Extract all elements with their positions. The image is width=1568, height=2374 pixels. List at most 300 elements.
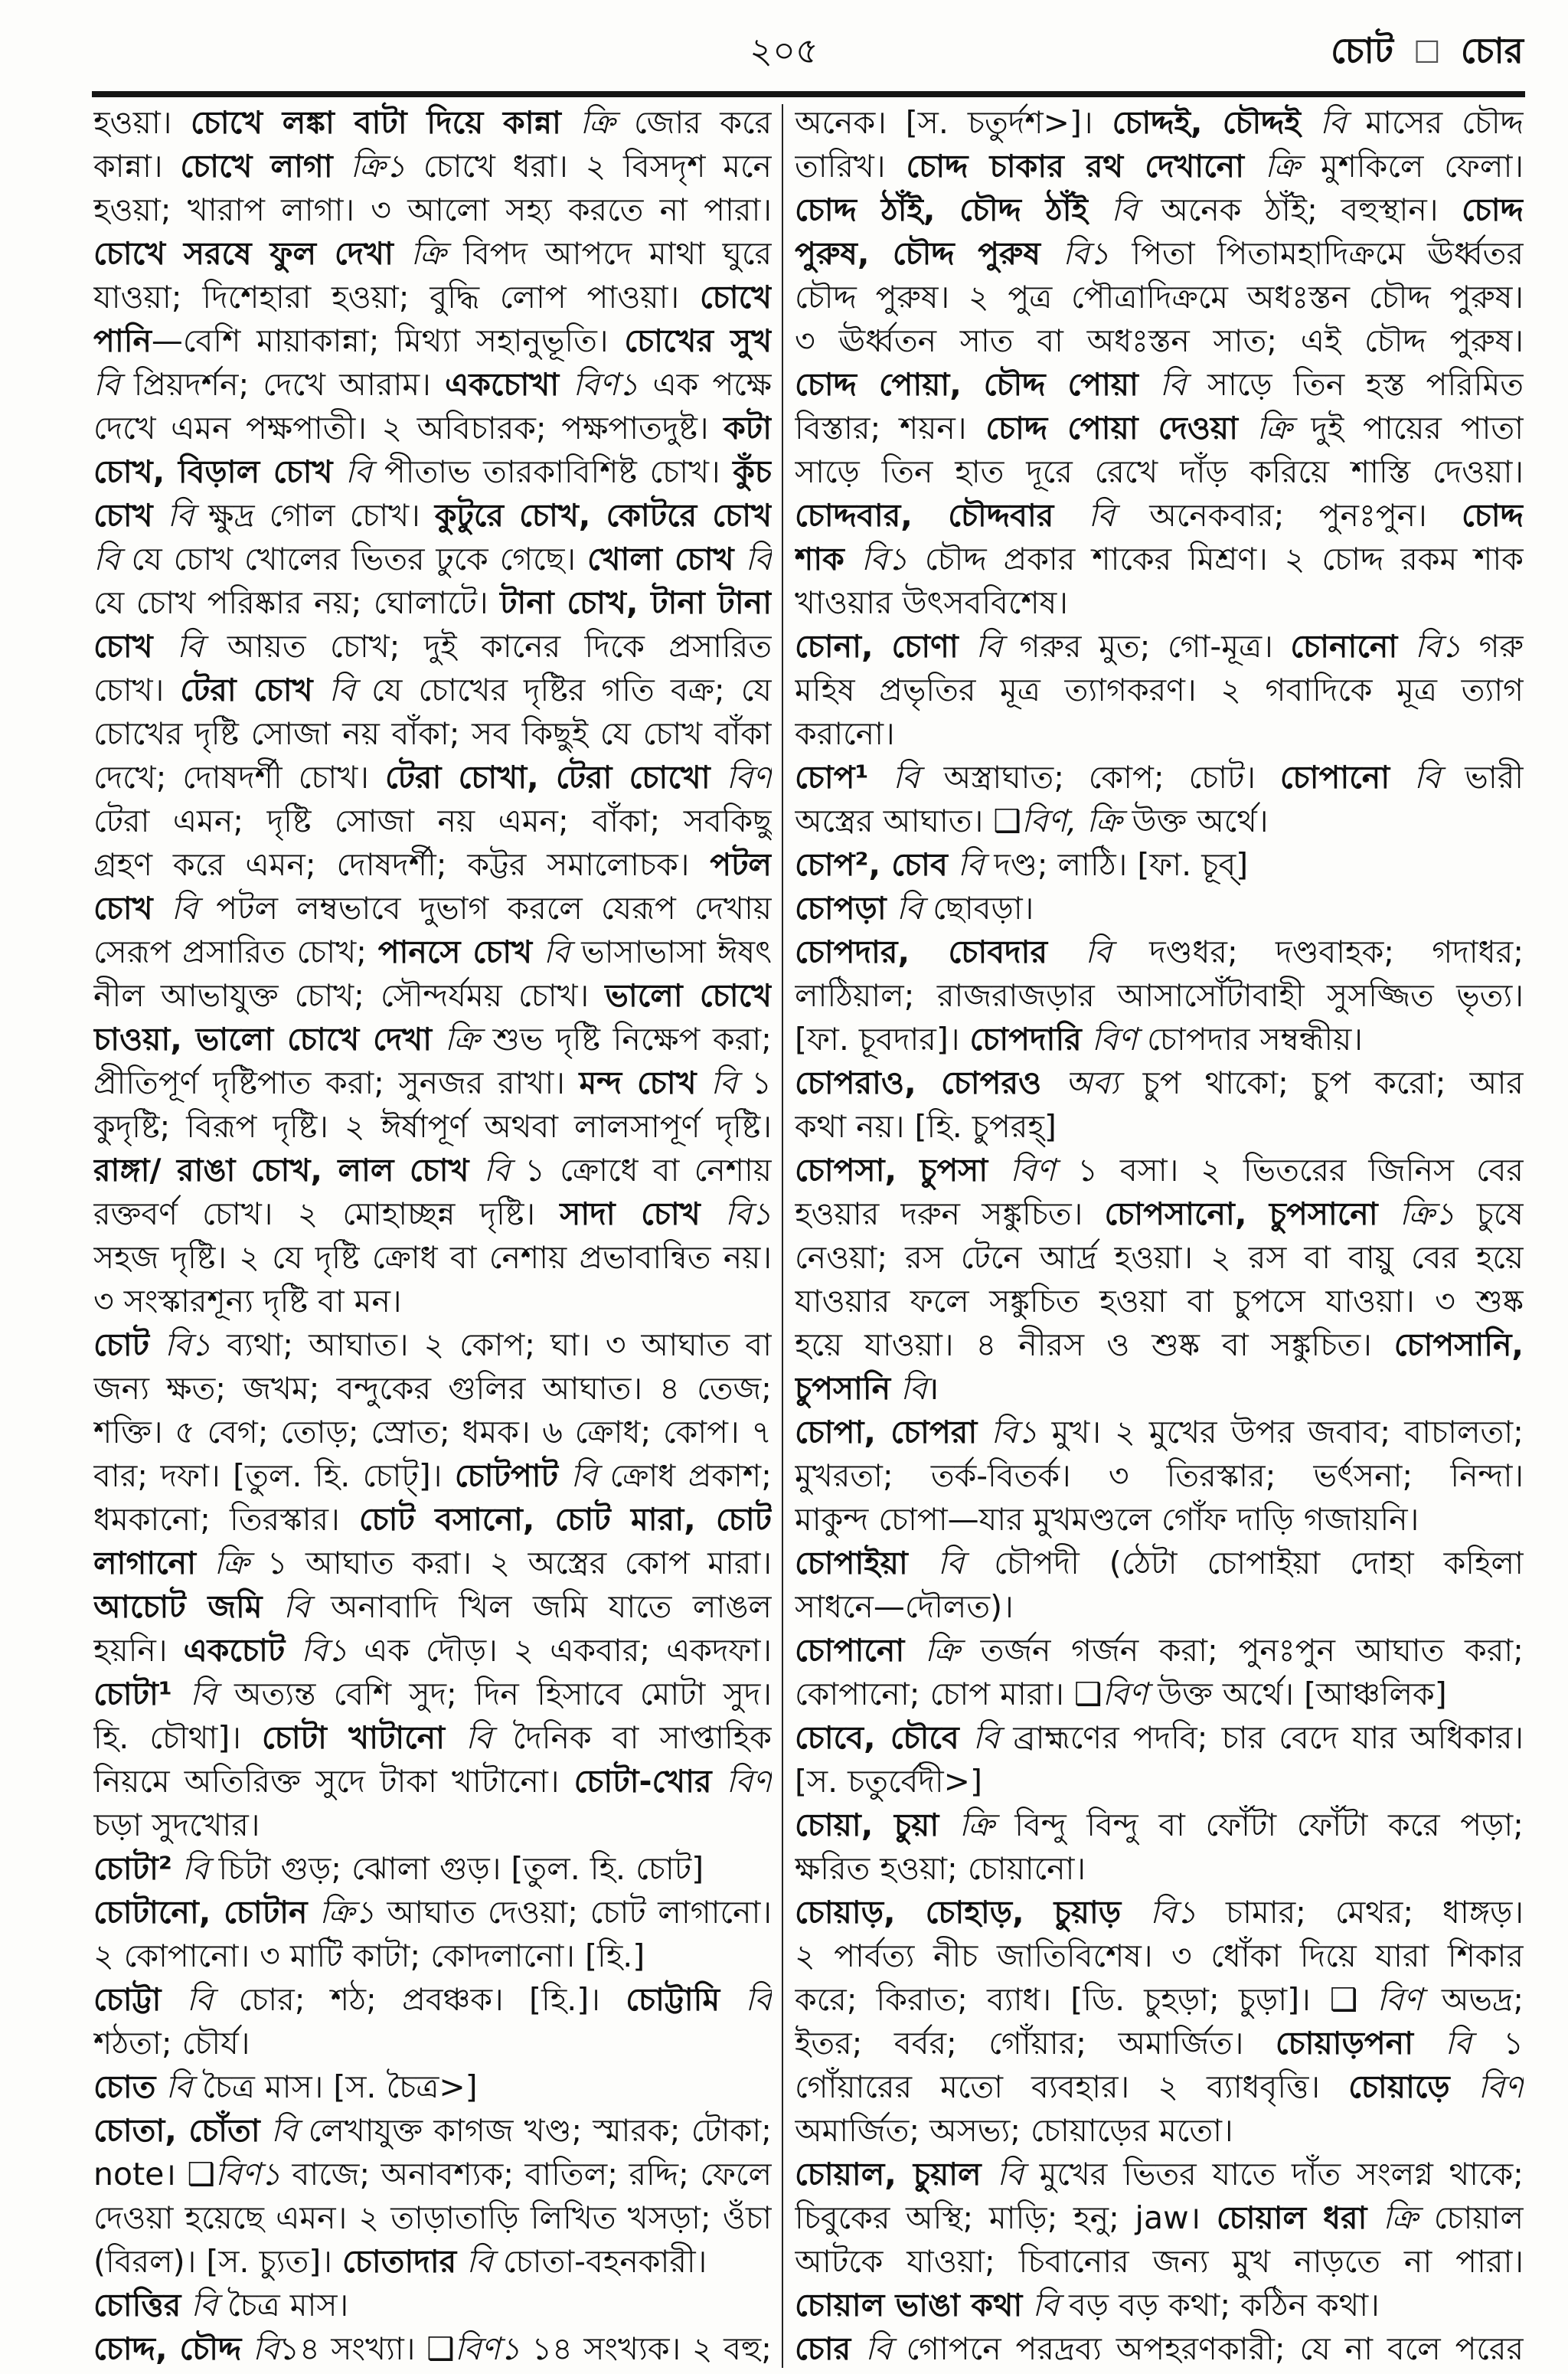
headword: খোলা চোখ [586,541,734,577]
grammar-label: ক্রি [904,1632,981,1669]
definition-text: চোখ। [93,672,181,708]
definition-text: আঘাত দেওয়া; চোট লাগানো। [387,1894,772,1931]
definition-text: উক্ত অর্থে। [1132,803,1269,839]
guide-separator-box-icon: ☐ [1413,35,1441,70]
grammar-label: বি [456,2243,503,2280]
definition-text: চোপদার সম্বন্ধীয়। [1147,1021,1363,1058]
definition-text: দেওয়া হয়েছে এমন। ২ তাড়াতাড়ি লিখিত খসড়া; ওঁচা [93,2199,772,2236]
headword: চোদ্দ ঠাঁই, চৌদ্দ ঠাঁই [795,191,1088,228]
grammar-label: বি [172,1850,219,1887]
definition-text: সহজ দৃষ্টি। ২ যে দৃষ্টি ক্রোধ বা নেশায় প্রভাবান্বিত নয়। [93,1239,772,1276]
headword: চোট বসানো, চোট মারা, চোট [358,1501,772,1538]
dictionary-line [795,2196,1524,2240]
dictionary-line [93,1018,772,1061]
dictionary-line [795,1760,1524,1803]
definition-text: অভদ্র; [1441,1981,1524,2018]
definition-text: (বিরল)। [স. চ্যুত]। [93,2243,342,2280]
dictionary-line [795,1542,1524,1585]
definition-text: যাওয়া; দিশেহারা হওয়া; বুদ্ধি লোপ পাওয়া। [93,279,700,316]
headword: একচোট [183,1632,286,1669]
definition-text: কথা নয়। [হি. চুপরহ্] [795,1108,1057,1145]
headword: আচোট জমি [93,1588,263,1625]
definition-text: মুখরতা; তর্ক-বিতর্ক। ৩ তিরস্কার; ভর্ৎসনা; নিন্দা। [795,1457,1524,1494]
grammar-label: বিণ [1102,1676,1158,1712]
grammar-label: বি [958,628,1020,665]
definition-text: চিবুকের অস্থি; মাড়ি; হনু; jaw। [795,2199,1217,2236]
headword: চোটানো, চোটান [93,1894,308,1931]
headword: চোটা খাটানো [261,1719,446,1756]
dictionary-line [93,1847,772,1891]
dictionary-line [795,2327,1524,2371]
definition-text: নিয়মে অতিরিক্ত সুদে টাকা খাটানো। [93,1763,574,1800]
headword: চোর [795,2330,851,2367]
definition-text: ১৪ সংখ্যক। ২ বহু; [531,2330,772,2367]
dictionary-line [93,1236,772,1280]
dictionary-line [795,1061,1524,1105]
definition-text: বিন্দু বিন্দু বা ফোঁটা ফোঁটা করে পড়া; [1014,1807,1524,1843]
definition-text: অনেক। [স. চতুর্দশ>]। [795,104,1112,141]
headword: ভালো চোখে [605,977,772,1014]
dictionary-line [795,1847,1524,1891]
dictionary-line [795,1323,1524,1367]
grammar-label: বি১ [1121,1894,1226,1931]
definition-text: পটল লম্বভাবে দুভাগ করলে যেরূপ দেখায় [216,890,772,927]
grammar-label: বি [1022,2287,1069,2323]
headword: চোখ [93,497,153,534]
headword: চোপসানি, [1393,1326,1524,1363]
dictionary-line [795,188,1524,232]
definition-text: এক পক্ষে [652,366,772,403]
definition-text: চৈত্র মাস। [স. চৈত্র>] [202,2068,478,2105]
grammar-label: ক্রি [196,1545,267,1581]
definition-text: মহিষ প্রভৃতির মূত্র ত্যাগকরণ। ২ গবাদিকে মূত্র ত্যাগ [795,672,1524,708]
left-column [93,101,772,2371]
dictionary-line [795,2022,1524,2065]
headword: চোট্টা [93,1981,162,2018]
definition-text: ব্রাহ্মণের পদবি; চার বেদে যার অধিকার। [1013,1719,1524,1756]
definition-text: হয়নি। [93,1632,184,1669]
headword: পানি [93,322,152,359]
grammar-label: বিণ [1081,1021,1148,1058]
grammar-label: অব্য [1041,1064,1143,1101]
definition-text: অনেক ঠাঁই; বহুস্থান। [1161,191,1462,228]
definition-text: বাজে; অনাবশ্যক; বাতিল; রদ্দি; ফেলে [292,2156,772,2193]
definition-text: ক্ষরিত হওয়া; চোয়ানো। [795,1850,1086,1887]
definition-text: যে চোখ পরিষ্কার নয়; ঘোলাটে। [93,584,501,621]
definition-text: বিস্তার; শয়ন। [795,410,986,446]
grammar-label: বি [868,759,944,796]
grammar-label: বিণ১ [559,366,653,403]
definition-text: ১৪ সংখ্যা। ❑ [279,2330,455,2367]
dictionary-line [93,2153,772,2196]
grammar-label: বি১ [700,1195,772,1232]
dictionary-line [93,450,772,494]
dictionary-line [795,494,1524,538]
definition-text: হওয়ার দরুন সঙ্কুচিত। [795,1195,1105,1232]
grammar-label: বি [152,890,217,927]
dictionary-line [93,145,772,188]
definition-text: করে; কিরাত; ব্যাধ। [ডি. চুহড়া; চুড়া]। ❑ [795,1981,1377,2018]
grammar-label: ক্রি [560,104,635,141]
dictionary-line [795,232,1524,276]
dictionary-line [93,1454,772,1498]
definition-text: ১ [1503,2025,1524,2062]
definition-text: জোর করে [634,104,772,141]
definition-text: এক দৌড়। ২ একবার; একদফা। [364,1632,772,1669]
definition-text: শঠতা; চৌর্য। [93,2025,250,2062]
grammar-label: বিণ১ [454,2330,532,2367]
definition-text: চামার; মেথর; ধাঙ্গড়। [1225,1894,1524,1931]
guide-words [1331,28,1524,76]
dictionary-line [795,1716,1524,1760]
definition-text: ধমকানো; তিরস্কার। [93,1501,359,1538]
headword: চোখে লঙ্কা বাটা দিয়ে কান্না [190,104,561,141]
headword: লাগানো [93,1545,197,1581]
dictionary-line [795,712,1524,756]
headword: চোয়াড়, চোহাড়, চুয়াড় [795,1894,1122,1931]
dictionary-line [93,276,772,319]
definition-text: ছোবড়া। [933,890,1034,927]
headword: চোটা-খোর [573,1763,712,1800]
dictionary-line [795,1192,1524,1236]
definition-text: যাওয়ার ফলে সঙ্কুচিত হওয়া বা চুপসে যাওয়া। ৩ শুষ্ক [795,1283,1524,1319]
dictionary-line [93,2196,772,2240]
headword: চোপড়া [795,890,887,927]
headword: শাক [795,541,844,577]
headword: চোপরাও, চোপরও [795,1064,1042,1101]
headword: চোয়াল ভাঙা কথা [795,2287,1023,2323]
grammar-label: বি [260,2112,309,2149]
headword: চোখ, বিড়াল চোখ [93,453,333,490]
dictionary-line [795,1891,1524,1934]
headword: চোদ্দ পোয়া দেওয়া [985,410,1238,446]
headword: চোয়াল, চুয়াল [795,2156,982,2193]
dictionary-line [795,843,1524,887]
grammar-label: বি [1300,104,1366,141]
headword: পুরুষ, চৌদ্দ পুরুষ [795,235,1040,272]
dictionary-line [93,1585,772,1629]
definition-text: ইতর; বর্বর; গোঁয়ার; অমার্জিত। [795,2025,1276,2062]
definition-text: চৌদ্দ প্রকার শাকের মিশ্রণ। ২ চোদ্দ রকম শাক [924,541,1524,577]
headword: চোখ [93,628,153,665]
dictionary-line [93,494,772,538]
definition-text: খাওয়ার উৎসববিশেষ। [795,584,1068,621]
grammar-label: বি [959,1719,1014,1756]
headword: কুঁচ [733,453,772,490]
dictionary-line [795,407,1524,450]
definition-text: পীতাভ তারকাবিশিষ্ট চোখ। [384,453,733,490]
dictionary-line [93,1105,772,1149]
headword: চোনা, চোণা [795,628,959,665]
headword: চোটা¹ [93,1676,172,1712]
definition-text: জন্য ক্ষত; জখম; বন্দুকের গুলির আঘাত। ৪ তেজ; [93,1370,772,1407]
definition-text: চোখে ধরা। ২ বিসদৃশ মনে [423,148,772,185]
definition-text: আটকে যাওয়া; চিবানোর জন্য মুখ নাড়তে না পারা। [795,2243,1524,2280]
definition-text: অত্যন্ত বেশি সুদ; দিন হিসাবে মোটা সুদ। [234,1676,772,1712]
headword: চোপদারি [969,1021,1082,1058]
headword: চোপসা, চুপসা [795,1152,988,1189]
grammar-label: বি [733,541,772,577]
headword: চুপসানি [795,1370,891,1407]
grammar-label: বি [557,1457,610,1494]
definition-text: হওয়া; খারাপ লাগা। ৩ আলো সহ্য করতে না পারা। [93,191,772,228]
grammar-label: বিণ [1377,1981,1442,2018]
dictionary-line [93,2065,772,2109]
grammar-label: বিণ [710,759,772,796]
definition-text: ১ আঘাত করা। ২ অস্ত্রের কোপ মারা। [266,1545,772,1581]
dictionary-line [93,1542,772,1585]
dictionary-line [93,1891,772,1934]
definition-text: অস্ত্রের আঘাত। ❑ [795,803,1022,839]
dictionary-line [795,625,1524,669]
dictionary-line [93,538,772,581]
dictionary-line [795,1673,1524,1716]
grammar-label: ক্রি [1237,410,1312,446]
headword: চোদ্দ [1462,497,1524,534]
dictionary-line [795,1105,1524,1149]
definition-text: মাসের চৌদ্দ [1365,104,1524,141]
headword: চোদ্দ [1462,191,1524,228]
dictionary-line [93,1629,772,1673]
grammar-label: বি [1390,759,1465,796]
guide-word-first: চোট [1331,30,1393,71]
dictionary-line [795,1149,1524,1192]
definition-text: গরুর মুত; গো-মূত্র। [1019,628,1291,665]
headword: চোয়াড়পনা [1275,2025,1414,2062]
headword: চোবে, চৌবে [795,1719,959,1756]
dictionary-line [795,2284,1524,2327]
dictionary-line [93,1280,772,1323]
dictionary-line [93,2022,772,2065]
dictionary-line [795,1018,1524,1061]
grammar-label: ক্রি [1367,2199,1434,2236]
grammar-label: বি [1087,191,1161,228]
dictionary-line [795,145,1524,188]
guide-word-last: চোর [1460,30,1524,71]
definition-text: টেরা এমন; দৃষ্টি সোজা নয় এমন; বাঁকা; সবকিছু [93,803,772,839]
definition-text: [ফা. চূবদার]। [795,1021,970,1058]
definition-text: দণ্ডধর; দণ্ডবাহক; গদাধর; [1149,934,1524,970]
dictionary-line [93,101,772,145]
headword: টেরা চোখ [180,672,313,708]
definition-text: সাধনে—দৌলত)। [795,1588,1014,1625]
dictionary-line [93,1323,772,1367]
grammar-label: বি [152,497,209,534]
grammar-label: বি [851,2330,906,2367]
definition-text: মুখ। ২ মুখের উপর জবাব; বাচালতা; [1051,1414,1524,1450]
dictionary-line [93,1673,772,1716]
headword: চোখে সরষে ফুল দেখা [93,235,394,272]
definition-text: চৈত্র মাস। [227,2287,349,2323]
dictionary-line [795,756,1524,800]
dictionary-line [93,1934,772,1978]
grammar-label: বিণ [711,1763,772,1800]
definition-text: শক্তি। ৫ বেগ; তোড়; স্রোত; ধমক। ৬ ক্রোধ; কোপ। ৭ [93,1414,772,1450]
grammar-label: বি [1413,2025,1504,2062]
dictionary-line [795,101,1524,145]
grammar-label: বি [93,366,134,403]
definition-text: যে চোখ খোলের ভিতর ঢুকে গেছে। [131,541,587,577]
definition-text: প্রীতিপূর্ণ দৃষ্টিপাত করা; সুনজর রাখা। [93,1064,580,1101]
definition-text: করানো। [795,715,895,752]
definition-text: দণ্ড; লাঠি। [ফা. চূব্] [994,846,1249,883]
definition-text: ক্রোধ প্রকাশ; [609,1457,772,1494]
dictionary-line [795,1978,1524,2022]
grammar-label: বি [93,541,132,577]
dictionary-line [93,1760,772,1803]
dictionary-line [93,930,772,974]
dictionary-line [795,1629,1524,1673]
dictionary-line [93,1978,772,2022]
grammar-label: বি [1054,497,1150,534]
headword: চোখে [699,279,772,316]
grammar-label: বি [155,2068,203,2105]
page-number: ২০৫ [750,30,818,71]
headword: চোদ্দ চাকার রথ দেখানো [906,148,1245,185]
dictionary-line [795,974,1524,1018]
definition-text: ক্ষুদ্র গোল চোখ। [208,497,435,534]
dictionary-line [795,2109,1524,2153]
definition-text: প্রিয়দর্শন; দেখে আরাম। [133,366,445,403]
definition-text: গ্রহণ করে এমন; দোষদর্শী; কট্টর সমালোচক। [93,846,710,883]
grammar-label: বি [720,1981,772,2018]
dictionary-line [93,1498,772,1542]
headword: টানা চোখ, টানা টানা [500,584,772,621]
grammar-label: বি [181,2287,227,2323]
headword: কুটুরে চোখ, কোটরে চোখ [434,497,772,534]
headword: চোনানো [1290,628,1398,665]
definition-text: ১ [751,1064,772,1101]
definition-text: দৈনিক বা সাপ্তাহিক [512,1719,772,1756]
definition-text: নেওয়া; রস টেনে আর্দ্র হওয়া। ২ রস বা বায়ু বের হয়ে [795,1239,1524,1276]
definition-text: লাঠিয়াল; রাজরাজড়ার আসাসোঁটাবাহী সুসজ্জিত ভৃত্য। [795,977,1524,1014]
headword: চোয়া, চুয়া [795,1807,939,1843]
grammar-label: বি [469,1152,525,1189]
definition-text: চুপ থাকো; চুপ করো; আর [1142,1064,1524,1101]
definition-text: হয়ে যাওয়া। ৪ নীরস ও শুষ্ক বা সঙ্কুচিত। [795,1326,1394,1363]
headword: চোপ¹ [795,759,869,796]
definition-text: দেখে; দোষদর্শী চোখ। [93,759,385,796]
dictionary-line [93,1149,772,1192]
dictionary-line [93,1192,772,1236]
definition-text: চৌদ্দ পুরুষ। ২ পুত্র পৌত্রাদিক্রমে অধঃস্তন চৌদ্দ পুরুষ। [795,279,1524,316]
definition-text: সাড়ে তিন হস্ত পরিমিত [1207,366,1524,403]
dictionary-line [93,887,772,930]
dictionary-line [795,1236,1524,1280]
headword: চোখের সুখ [624,322,772,359]
dictionary-line [93,2284,772,2327]
dictionary-line [93,2109,772,2153]
headword: চাওয়া, ভালো চোখে দেখা [93,1021,433,1058]
grammar-label: বি [152,628,227,665]
definition-text: note। ❑ [93,2156,216,2193]
dictionary-line [795,2065,1524,2109]
definition-text: চৌপদী (ঠেটা চোপাইয়া দোহা কহিলা [994,1545,1524,1581]
definition-text: । [926,1370,939,1407]
dictionary-line [795,450,1524,494]
dictionary-line [795,1585,1524,1629]
definition-text: [স. চতুর্বেদী>] [795,1763,982,1800]
headword: চোয়াড়ে [1348,2068,1450,2105]
definition-text: —বেশি মায়াকান্না; মিথ্যা সহানুভূতি। [151,322,625,359]
definition-text: সেরূপ প্রসারিত চোখ; [93,934,378,970]
dictionary-line [93,1803,772,1847]
column-divider [782,104,783,2368]
grammar-label: ক্রি [432,1021,493,1058]
headword: চোপ², চোব [795,846,948,883]
right-column [795,101,1524,2371]
dictionary-line [93,1061,772,1105]
grammar-label: বি [161,1981,239,2018]
dictionary-line [795,319,1524,363]
definition-text: ৩ ঊর্ধ্বতন সাত বা অধঃস্তন সাত; এই চৌদ্দ পুরুষ। [795,322,1524,359]
dictionary-line [795,363,1524,407]
definition-text: অনেকবার; পুনঃপুন। [1149,497,1462,534]
header-rule [92,91,1525,97]
definition-text: ভারী [1465,759,1524,796]
dictionary-line [795,1280,1524,1323]
definition-text: দেখে এমন পক্ষপাতী। ২ অবিচারক; পক্ষপাতদুষ্ট। [93,410,724,446]
headword: চোপসানো, চুপসানো [1104,1195,1378,1232]
grammar-label: বি [890,1370,927,1407]
dictionary-line [795,1934,1524,1978]
grammar-label: বি [312,672,372,708]
grammar-label: বি [1138,366,1207,403]
headword: চোখে লাগা [180,148,333,185]
grammar-label: ক্রি [393,235,464,272]
definition-text: গোপনে পরদ্রব্য অপহরণকারী; যে না বলে পরের [906,2330,1524,2367]
grammar-label: বি১ [977,1414,1052,1450]
dictionary-line [93,319,772,363]
definition-text: ২ পার্বত্য নীচ জাতিবিশেষ। ৩ ধোঁকা দিয়ে যারা শিকার [795,1937,1524,1974]
dictionary-line [93,1367,772,1411]
headword: চোটপাট [454,1457,558,1494]
grammar-label: বি১ [149,1326,227,1363]
grammar-label: বি [1047,934,1150,970]
grammar-label: বি [947,846,995,883]
definition-text: ১ বসা। ২ ভিতরের জিনিস বের [1077,1152,1524,1189]
dictionary-line [795,800,1524,843]
headword: সাদা চোখ [560,1195,701,1232]
headword: চোতা, চোঁতা [93,2112,260,2149]
headword: মন্দ চোখ [579,1064,697,1101]
definition-text: চোখের দৃষ্টি সোজা নয় বাঁকা; সব কিছুই যে চোখ বাঁকা [93,715,772,752]
headword: চোয়াল ধরা [1216,2199,1367,2236]
dictionary-line [795,1411,1524,1454]
definition-text: শুভ দৃষ্টি নিক্ষেপ করা; [492,1021,772,1058]
definition-text: কোপানো; চোপ মারা। ❑ [795,1676,1102,1712]
headword: চোখ [93,890,153,927]
definition-text: বিপদ আপদে মাথা ঘুরে [463,235,772,272]
headword: কটা [724,410,772,446]
definition-text: অনাবাদি খিল জমি যাতে লাঙল [331,1588,772,1625]
dictionary-line [93,407,772,450]
headword: চোপানো [1279,759,1390,796]
grammar-label: বি [172,1676,234,1712]
headword: চোপা, চোপরা [795,1414,978,1450]
definition-text: অমার্জিত; অসভ্য; চোয়াড়ের মতো। [795,2112,1233,2149]
definition-text: হওয়া। [93,104,191,141]
definition-text: ব্যথা; আঘাত। ২ কোপ; ঘা। ৩ আঘাত বা [227,1326,772,1363]
headword: পটল [710,846,772,883]
grammar-label: বি [532,934,582,970]
definition-text: চুষে [1476,1195,1524,1232]
headword: চোদ্দই, চৌদ্দই [1112,104,1301,141]
dictionary-line [795,930,1524,974]
dictionary-line [795,2240,1524,2284]
definition-text: লেখাযুক্ত কাগজ খণ্ড; স্মারক; টোকা; [308,2112,772,2149]
dictionary-line [795,669,1524,712]
